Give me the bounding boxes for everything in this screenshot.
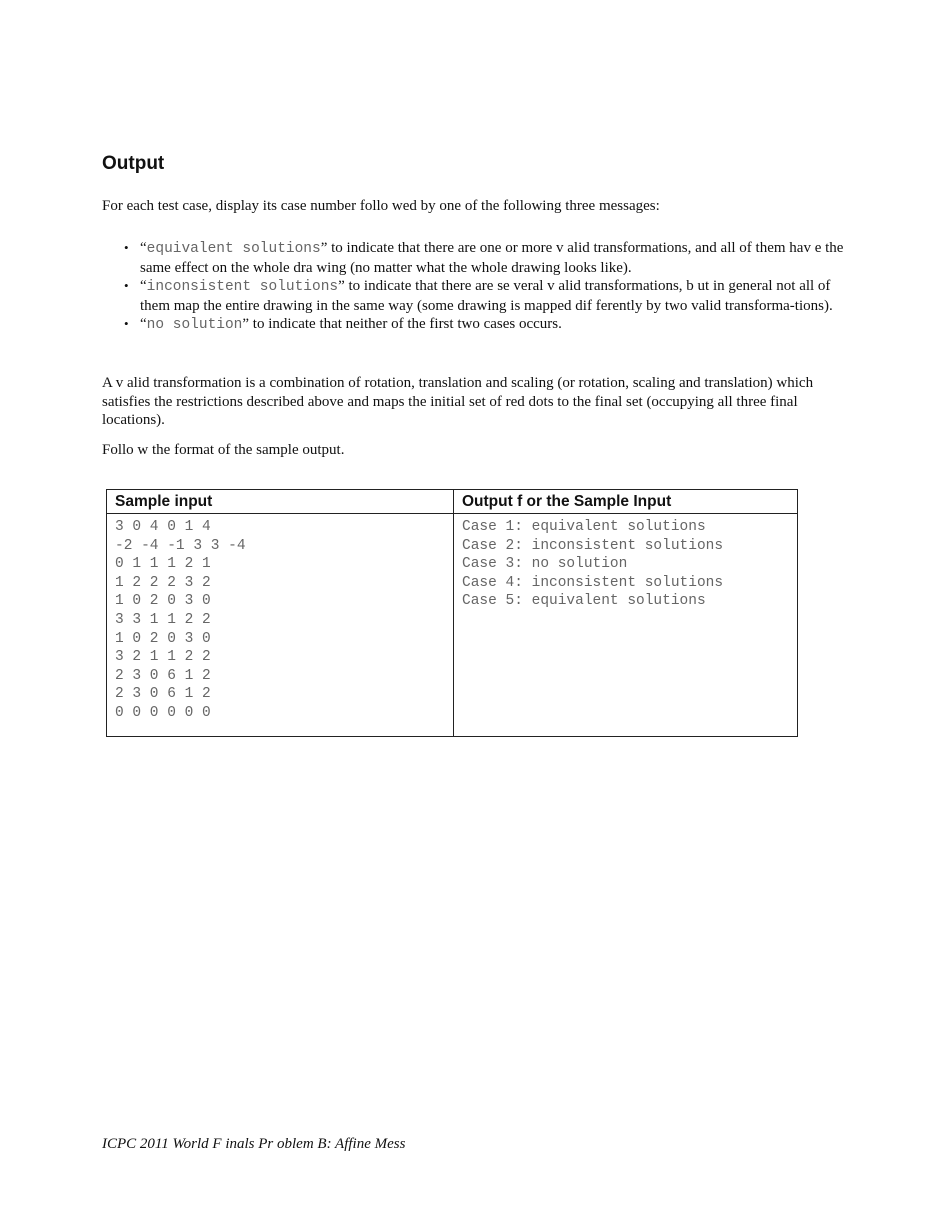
code-equivalent-solutions: equivalent solutions [146,241,321,257]
input-line: 3 0 4 0 1 4 [115,519,211,535]
sample-input-cell [107,514,454,737]
valid-transformation-paragraph: A v alid transformation is a combination of rotation, translation and scaling (or rotation, scaling and translation) which satisfies the restrictions described above and maps the initial set of red dots to the final set (occupying all three final locations). [102,375,814,428]
intro-paragraph: For each test case, display its case number follo wed by one of the following three messages: [102,198,660,214]
input-line: 1 0 2 0 3 0 [115,593,211,610]
input-line: -2 -4 -1 3 3 -4 [115,537,246,554]
bullet-icon: • [124,316,129,331]
list-item-inconsistent: • “inconsistent solutions” to indicate that there are se veral v alid transformations, b ut in general not all of them map the entire drawing in the same way (some drawing is mapped dif ferently by two valid transforma-tions). [124,278,833,314]
list-item-no-solution: • “no solution” to indicate that neither of the first two cases occurs. [124,316,562,333]
sample-output-cell [454,514,798,737]
output-line: Case 2: inconsistent solutions [462,537,724,554]
sample-output-header: Output f or the Sample Input [454,490,798,514]
input-line: 1 0 2 0 3 0 [115,630,211,647]
output-line: Case 4: inconsistent solutions [462,574,724,591]
list-item-equivalent: • “equivalent solutions” to indicate that there are one or more v alid transformations, and all of them hav e the same effect on the whole dra wing (no matter what the whole drawing looks like). [124,240,844,276]
bullet-icon: • [124,240,129,255]
output-line: Case 3: no solution [462,556,628,573]
format-paragraph: Follo w the format of the sample output. [102,442,345,458]
input-line: 0 1 1 1 2 1 [115,556,211,573]
input-line: 2 3 0 6 1 2 [115,667,211,684]
input-line: 1 2 2 2 3 2 [115,574,211,591]
input-line: 0 0 0 0 0 0 [115,704,211,721]
sample-table [106,489,798,737]
bullet-icon: • [124,278,129,293]
code-inconsistent-solutions: inconsistent solutions [146,279,339,295]
input-line: 3 2 1 1 2 2 [115,649,211,666]
output-line: Case 1: equivalent solutions [462,519,706,535]
input-line: 3 3 1 1 2 2 [115,611,211,628]
page-footer: ICPC 2011 World F inals Pr oblem B: Affine Mess [102,1136,406,1152]
code-no-solution: no solution [146,317,243,333]
sample-input-header: Sample input [107,490,454,514]
messages-list [124,239,858,335]
section-title: Output [102,153,165,174]
input-line: 2 3 0 6 1 2 [115,686,211,703]
output-line: Case 5: equivalent solutions [462,593,706,610]
